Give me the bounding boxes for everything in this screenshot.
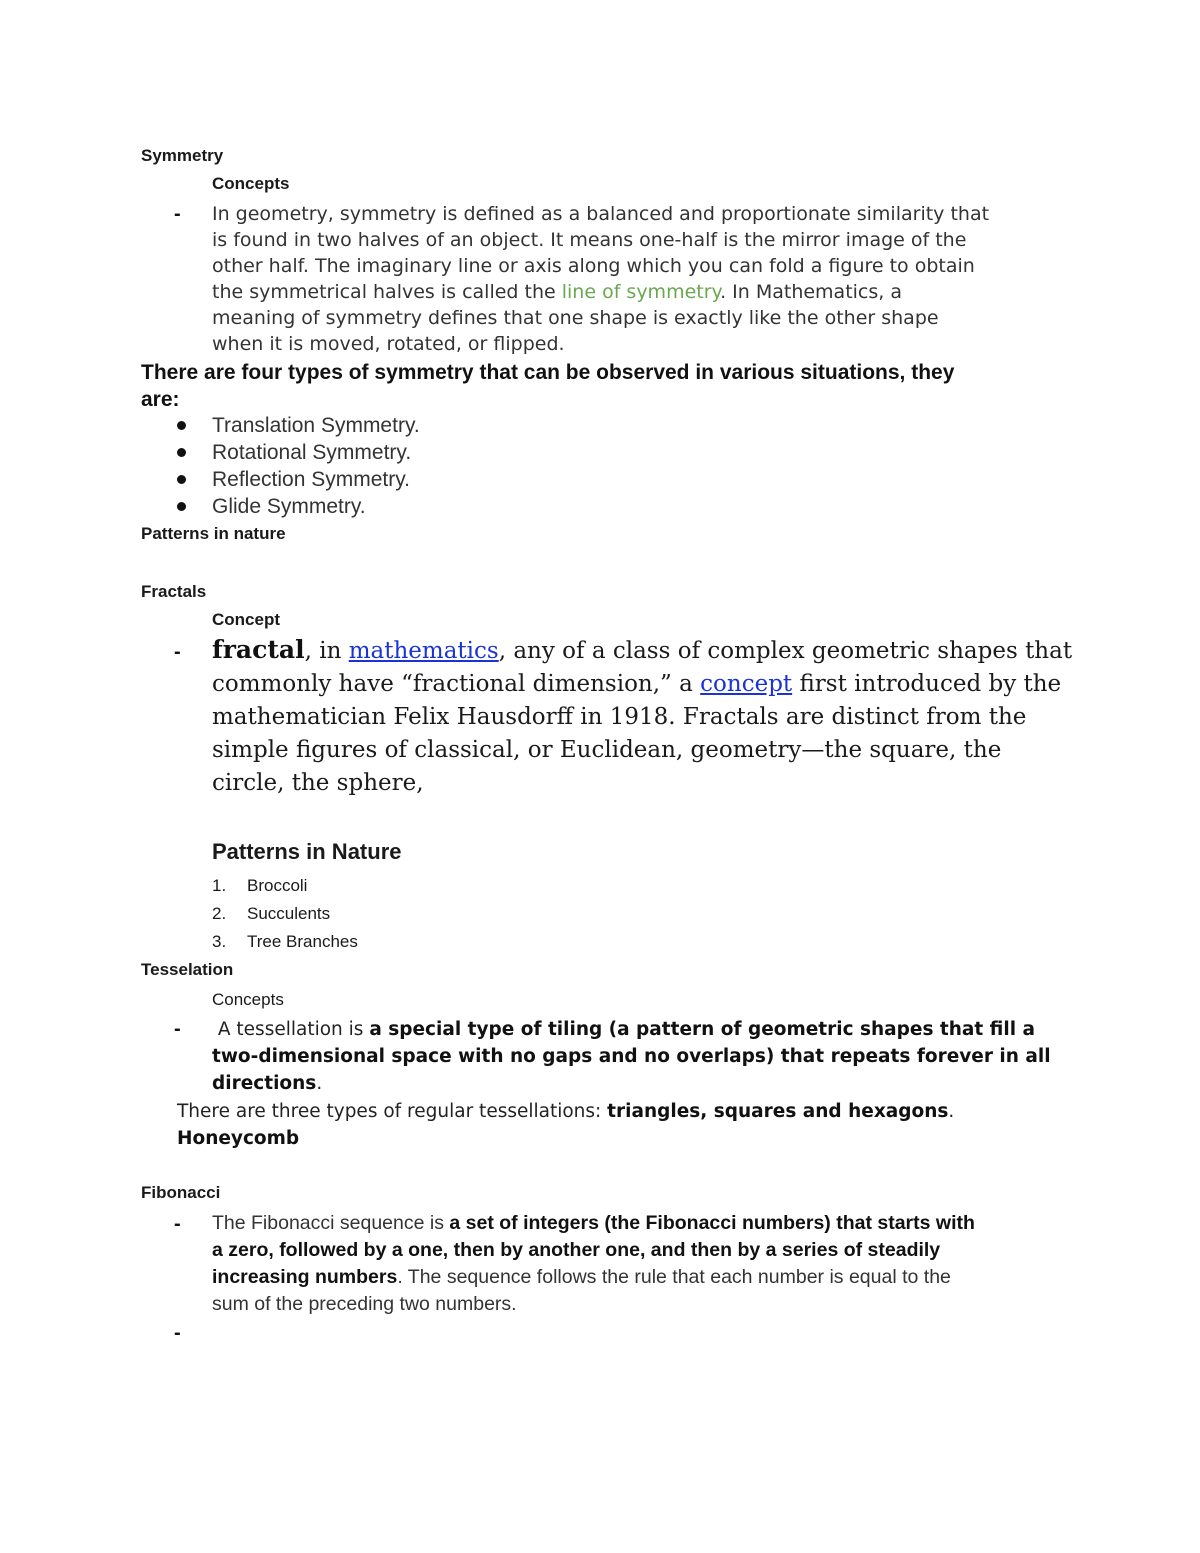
tesselation-concepts-label: Concepts bbox=[212, 990, 284, 1009]
symmetry-line-5: meaning of symmetry defines that one shape is exactly like the other shape bbox=[212, 307, 939, 329]
symmetry-line-3: other half. The imaginary line or axis along which you can fold a figure to obtain bbox=[212, 255, 975, 277]
fractals-dash: - bbox=[174, 641, 181, 663]
fractals-line-2-a: commonly have “fractional dimension,” a bbox=[212, 671, 701, 697]
symmetry-types-intro bbox=[141, 359, 954, 413]
honeycomb-text: Honeycomb bbox=[177, 1128, 300, 1149]
tesselation-types-line bbox=[177, 1098, 954, 1125]
symmetry-heading: Symmetry bbox=[141, 146, 224, 165]
line-of-symmetry-link[interactable]: line of symmetry bbox=[561, 281, 721, 303]
symmetry-paragraph bbox=[212, 201, 989, 357]
tesselation-line-3-b: . bbox=[316, 1073, 323, 1094]
fibonacci-empty-dash: - bbox=[174, 1322, 181, 1344]
symmetry-type-item: Reflection Symmetry. bbox=[212, 468, 410, 491]
nature-list-text: Broccoli bbox=[247, 876, 308, 895]
fibonacci-line-2-text: a zero, followed by a one, then by another one, and then by a series of steadily bbox=[212, 1239, 941, 1261]
symmetry-concepts-label: Concepts bbox=[212, 174, 290, 193]
mathematics-link[interactable]: mathematics bbox=[348, 638, 499, 664]
fractals-line-1-b: , any of a class of complex geometric shapes that bbox=[498, 638, 1073, 664]
fibonacci-line-3 bbox=[212, 1264, 975, 1291]
tesselation-line-3-a: directions bbox=[212, 1073, 317, 1094]
bullet-icon bbox=[177, 421, 186, 430]
symmetry-type-item: Rotational Symmetry. bbox=[212, 441, 412, 464]
fractals-heading: Fractals bbox=[141, 582, 207, 601]
nature-list-text: Succulents bbox=[247, 904, 331, 923]
fractals-line-2 bbox=[212, 668, 1072, 701]
fractals-concept-label: Concept bbox=[212, 610, 280, 629]
bullet-icon bbox=[177, 448, 186, 457]
nature-list-number: 1. bbox=[212, 876, 227, 895]
symmetry-line-6: when it is moved, rotated, or flipped. bbox=[212, 333, 565, 355]
tesselation-dash: - bbox=[174, 1018, 181, 1040]
nature-list-item bbox=[212, 932, 226, 952]
tesselation-line-1-b: a special type of tiling (a pattern of geometric shapes that fill a bbox=[369, 1019, 1036, 1040]
tesselation-line-2-text: two-dimensional space with no gaps and no overlaps) that repeats forever in all bbox=[212, 1046, 1051, 1067]
fibonacci-dash: - bbox=[174, 1213, 181, 1235]
fractals-line-4: simple figures of classical, or Euclidean, geometry—the square, the bbox=[212, 737, 1002, 763]
nature-list-number: 3. bbox=[212, 932, 227, 951]
tesselation-types-c: . bbox=[948, 1101, 955, 1122]
symmetry-types-line-1: There are four types of symmetry that can be observed in various situations, they bbox=[141, 361, 955, 384]
fractals-paragraph bbox=[212, 633, 1072, 800]
bullet-icon bbox=[177, 475, 186, 484]
fractals-line-2-b: first introduced by the bbox=[792, 671, 1062, 697]
fibonacci-line-1-a: The Fibonacci sequence is bbox=[212, 1212, 450, 1234]
tesselation-heading: Tesselation bbox=[141, 960, 234, 979]
tesselation-types-b: triangles, squares and hexagons bbox=[607, 1101, 949, 1122]
bullet-icon bbox=[177, 502, 186, 511]
tesselation-line-3 bbox=[212, 1070, 1051, 1097]
nature-list-item bbox=[212, 904, 226, 924]
tesselation-line-2 bbox=[212, 1043, 1051, 1070]
fibonacci-line-3-b: . The sequence follows the rule that each number is equal to the bbox=[397, 1266, 951, 1288]
fibonacci-line-1 bbox=[212, 1210, 975, 1237]
symmetry-line-4-post: . In Mathematics, a bbox=[720, 281, 902, 303]
fibonacci-line-3-a: increasing numbers bbox=[212, 1266, 398, 1288]
fractals-line-3: mathematician Felix Hausdorff in 1918. Fractals are distinct from the bbox=[212, 704, 1027, 730]
patterns-in-nature-subheading: Patterns in Nature bbox=[212, 839, 402, 864]
symmetry-types-line-2: are: bbox=[141, 388, 180, 411]
symmetry-dash: - bbox=[174, 203, 181, 225]
fractal-term: fractal bbox=[212, 635, 305, 664]
fibonacci-heading: Fibonacci bbox=[141, 1183, 221, 1202]
fibonacci-line-4: sum of the preceding two numbers. bbox=[212, 1293, 517, 1315]
symmetry-line-4 bbox=[212, 279, 989, 305]
fibonacci-paragraph bbox=[212, 1210, 975, 1318]
symmetry-line-4-pre: the symmetrical halves is called the bbox=[212, 281, 562, 303]
fractals-line-1 bbox=[212, 633, 1072, 668]
tesselation-line-1-a: A tessellation is bbox=[217, 1019, 370, 1040]
symmetry-line-2: is found in two halves of an object. It means one-half is the mirror image of the bbox=[212, 229, 967, 251]
symmetry-type-item: Translation Symmetry. bbox=[212, 414, 420, 437]
concept-link[interactable]: concept bbox=[700, 671, 793, 697]
fractals-line-1-a: , in bbox=[304, 638, 349, 664]
nature-list-item bbox=[212, 876, 226, 896]
tesselation-example bbox=[177, 1125, 299, 1152]
tesselation-paragraph bbox=[212, 1016, 1051, 1097]
fibonacci-line-1-b: a set of integers (the Fibonacci numbers) that starts with bbox=[449, 1212, 975, 1234]
symmetry-line-1: In geometry, symmetry is defined as a balanced and proportionate similarity that bbox=[212, 203, 990, 225]
fibonacci-line-2 bbox=[212, 1237, 975, 1264]
symmetry-type-item: Glide Symmetry. bbox=[212, 495, 366, 518]
nature-list-number: 2. bbox=[212, 904, 227, 923]
fractals-line-5: circle, the sphere, bbox=[212, 770, 424, 796]
patterns-in-nature-heading: Patterns in nature bbox=[141, 524, 286, 543]
tesselation-types-a: There are three types of regular tessellations: bbox=[177, 1101, 608, 1122]
tesselation-line-1 bbox=[212, 1016, 1051, 1043]
nature-list-text: Tree Branches bbox=[247, 932, 358, 951]
